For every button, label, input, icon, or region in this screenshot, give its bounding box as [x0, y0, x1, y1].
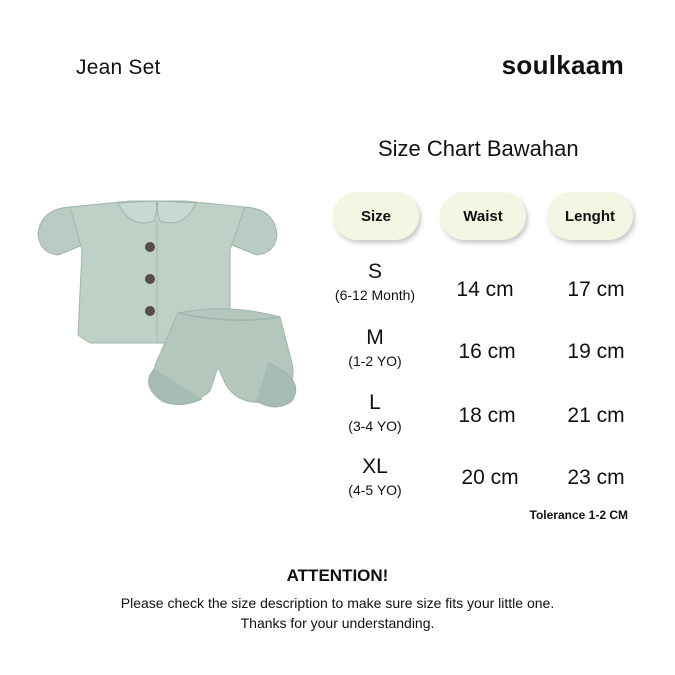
column-header-length: Lenght [547, 192, 633, 240]
size-label: XL [362, 455, 388, 478]
length-cell-xl: 23 cm [567, 466, 625, 489]
column-header-size: Size [333, 192, 419, 240]
waist-cell-xl: 20 cm [461, 466, 519, 489]
tolerance-note: Tolerance 1-2 CM [529, 508, 628, 522]
length-cell-m: 19 cm [567, 340, 625, 363]
size-label: M [366, 326, 384, 349]
size-age: (4-5 YO) [348, 482, 402, 498]
size-label: S [367, 260, 382, 283]
waist-cell-l: 18 cm [458, 404, 516, 427]
size-label: L [369, 391, 381, 414]
size-age: (6-12 Month) [334, 287, 416, 303]
attention-line-2: Thanks for your understanding. [240, 615, 435, 631]
attention-line-1: Please check the size description to make sure size fits your little one. [120, 595, 555, 611]
size-chart-title: Size Chart Bawahan [378, 136, 579, 161]
size-age: (1-2 YO) [348, 353, 402, 369]
baby-clothing-set-illustration [30, 195, 310, 440]
length-cell-s: 17 cm [567, 278, 625, 301]
size-cell-s [320, 260, 430, 304]
length-cell-l: 21 cm [567, 404, 625, 427]
attention-title: ATTENTION! [286, 566, 389, 585]
waist-cell-m: 16 cm [458, 340, 516, 363]
waist-cell-s: 14 cm [456, 278, 514, 301]
size-age: (3-4 YO) [348, 418, 402, 434]
column-header-waist: Waist [440, 192, 526, 240]
size-cell-l [320, 391, 430, 435]
size-cell-xl [320, 455, 430, 499]
size-cell-m [320, 326, 430, 370]
brand-logo: soulkaam [501, 50, 624, 80]
product-name: Jean Set [76, 56, 161, 79]
